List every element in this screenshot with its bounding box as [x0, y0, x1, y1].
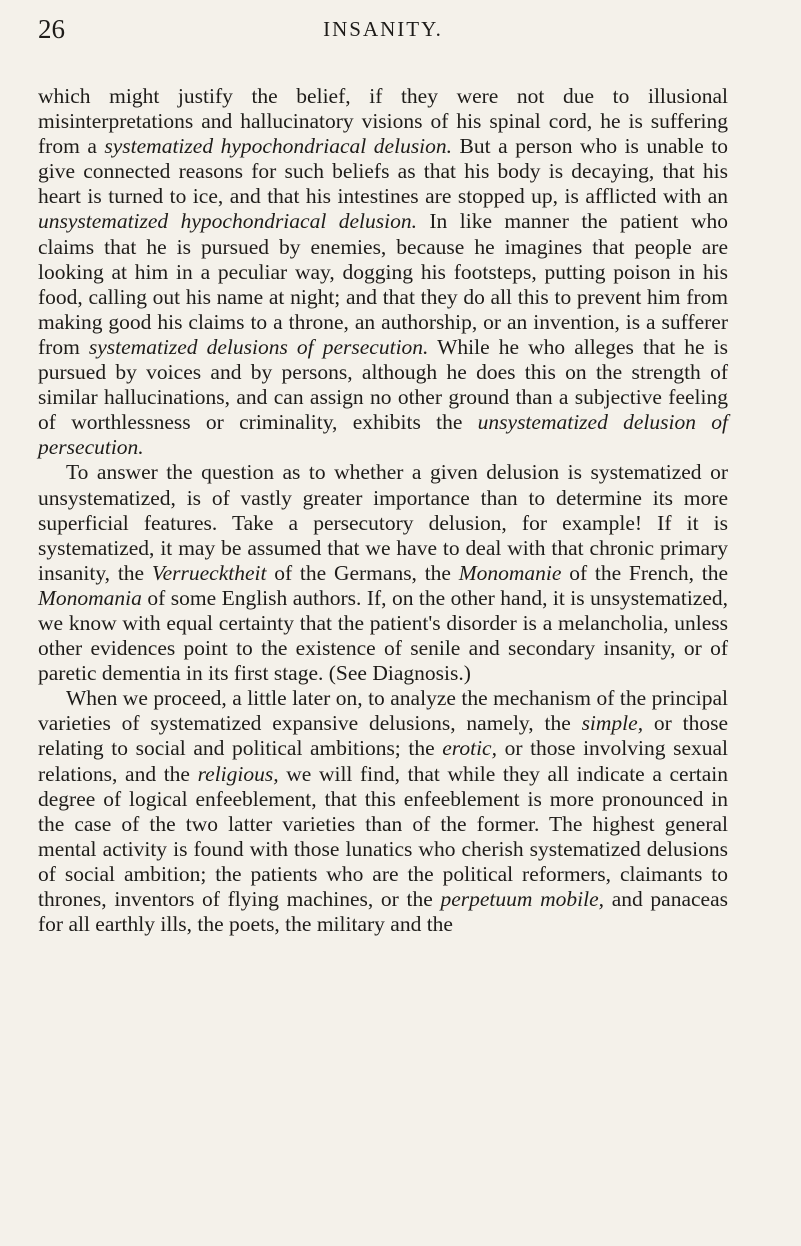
- paragraph: [38, 84, 728, 460]
- italic-term: systematized delusions of persecution.: [88, 334, 429, 359]
- text-run: When we proceed, a little later on, to analyze the mechanism of the principal varieties of systematized expansive delusions, namely, the: [38, 686, 728, 736]
- text-run: While he who alleges that he is pursued by voices and by persons, although he does this on the strength of similar hallucinations, and can assign no other ground than a subjective feeling of worthlessness or criminality, exhibits the: [38, 334, 728, 435]
- italic-term: systematized hypochondriacal delusion.: [104, 134, 453, 159]
- text-run: we will find, that while they all indicate a certain degree of logical enfeeblement, that this enfeeblement is more pronounced in the case of the two latter varieties than of the former. The highest general mental activity is found with those lunatics who cherish systematized delusions of social ambition; the patients who are the political reformers, claimants to thrones, inventors of flying machines, or the: [38, 761, 728, 911]
- italic-term: simple,: [581, 711, 644, 736]
- text-run: of the Germans, the: [266, 560, 459, 585]
- italic-term: erotic,: [442, 736, 497, 761]
- text-run: and panaceas for all earthly ills, the poets, the military and the: [38, 887, 729, 937]
- italic-term: Monomania: [38, 585, 142, 610]
- text-run: or those relating to social and political ambitions; the: [38, 711, 728, 761]
- text-run: of some English authors. If, on the other hand, it is unsystematized, we know with equal certainty that the patient's disorder is a melancholia, unless other evidences point to the existence of senile and secondary insanity, or of paretic dementia in its first stage. (See Diagnosis.): [38, 585, 728, 686]
- italic-term: unsystematized hypochondriacal delusion.: [38, 209, 417, 234]
- italic-term: Monomanie: [458, 560, 562, 585]
- italic-term: religious,: [197, 761, 279, 786]
- text-run: which might justify the belief, if they were not due to illusional misinterpretations and hallucinatory visions of his spinal cord, he is suffering from a: [38, 84, 728, 159]
- running-head: INSANITY.: [323, 17, 443, 41]
- text-run: of the French, the: [561, 560, 729, 585]
- text-run: But a person who is unable to give connected reasons for such beliefs as that his body is decaying, that his heart is turned to ice, and that his intestines are stopped up, is afflicted with an: [38, 134, 728, 209]
- italic-term: perpetuum mobile,: [440, 887, 605, 911]
- italic-term: unsystematized delusion of persecution.: [38, 410, 728, 460]
- body-text: [38, 84, 728, 937]
- page-number: 26: [38, 14, 65, 44]
- italic-term: Verruecktheit: [151, 560, 267, 585]
- paragraph: [38, 460, 728, 686]
- page-header: [38, 14, 728, 54]
- text-run: To answer the question as to whether a given delusion is systematized or unsystematized, is of vastly greater importance than to determine its more superficial features. Take a persecutory delusion, for example! If it is systematized, it may be assumed that we have to deal with that chronic primary insanity, the: [38, 460, 728, 585]
- text-run: or those involving sexual relations, and the: [38, 736, 729, 786]
- paragraph: [38, 686, 728, 937]
- text-run: In like manner the patient who claims that he is pursued by enemies, because he imagines that people are looking at him in a peculiar way, dogging his footsteps, putting poison in his food, calling out his name at night; and that they do all this to prevent him from making good his claims to a throne, an authorship, or an invention, is a sufferer from: [38, 209, 728, 359]
